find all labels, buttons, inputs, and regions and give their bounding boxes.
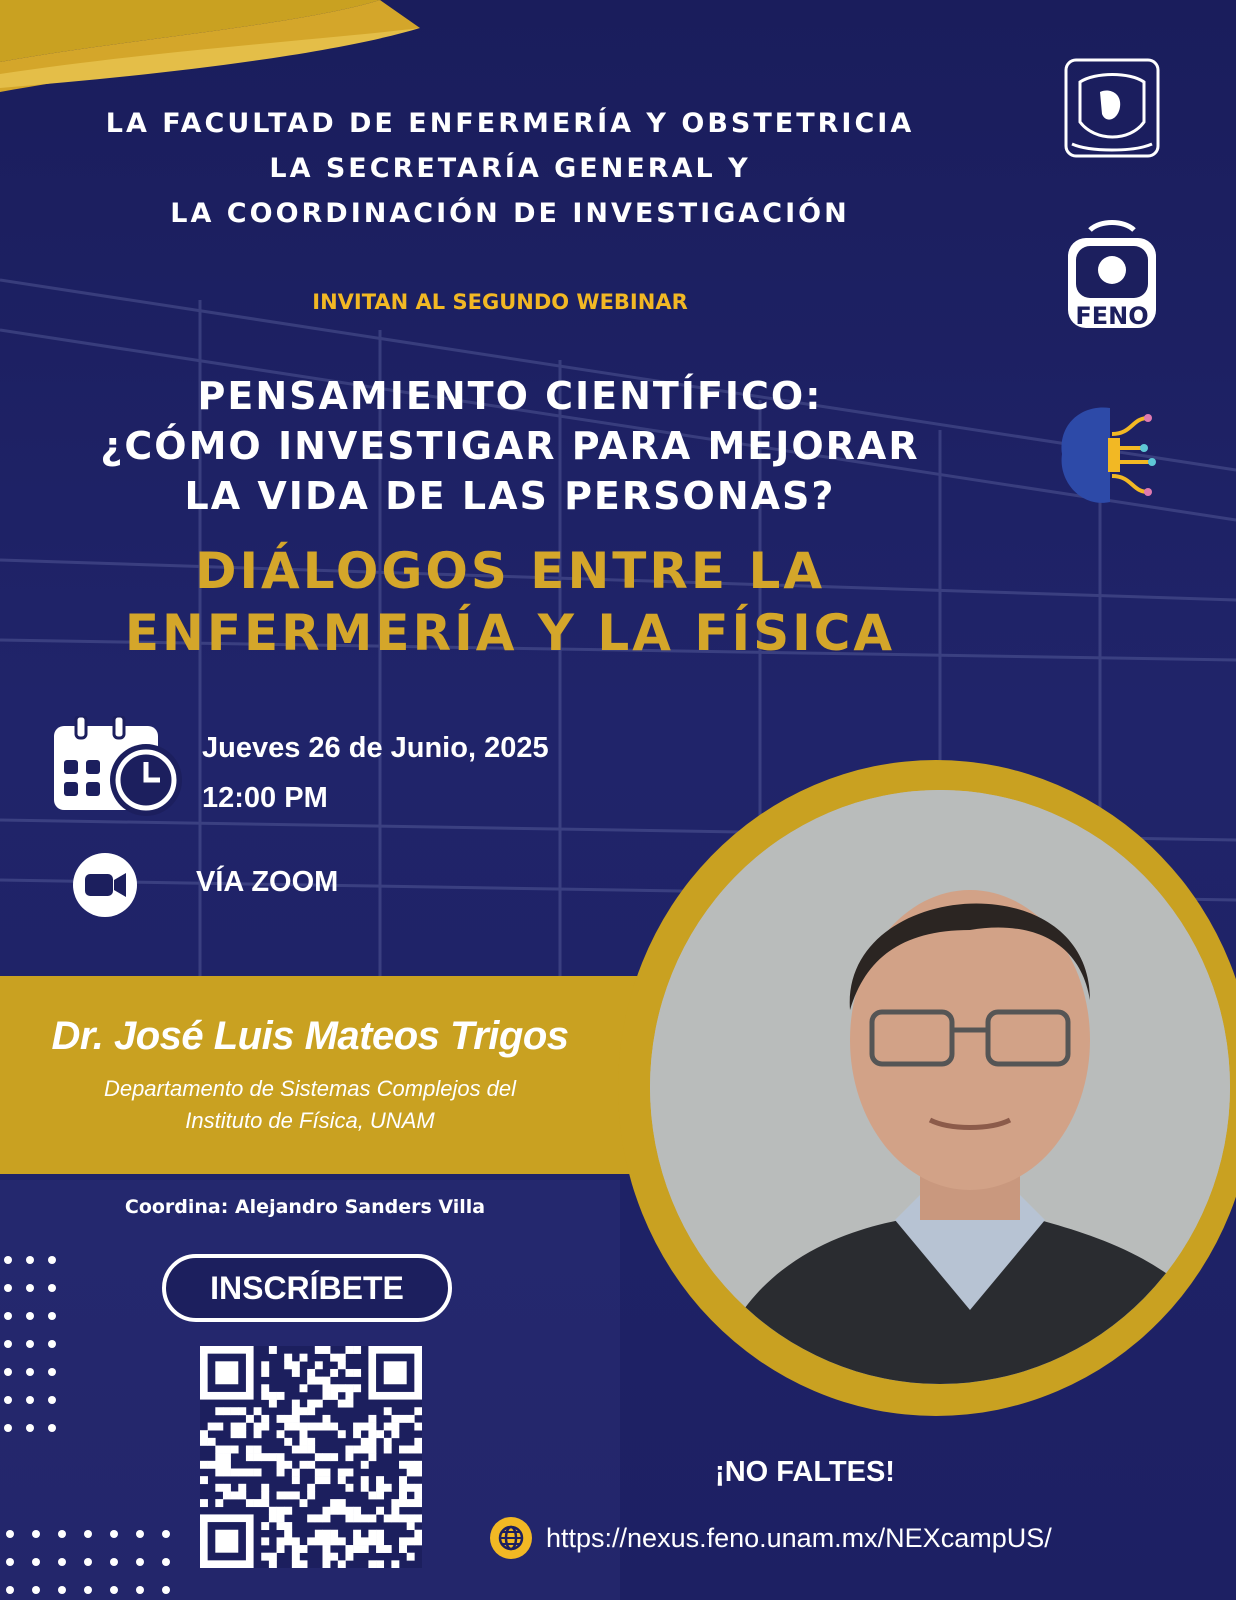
- speaker-portrait: [650, 790, 1230, 1384]
- header-line-2: LA SECRETARÍA GENERAL Y: [269, 153, 751, 184]
- coordinator-text: Coordina: Alejandro Sanders Villa: [124, 1196, 486, 1218]
- calendar-clock-icon: [52, 716, 182, 816]
- speaker-name: Dr. José Luis Mateos Trigos: [51, 1014, 569, 1058]
- unam-seal-icon: [1060, 52, 1164, 164]
- qr-code[interactable]: [200, 1346, 422, 1568]
- svg-text:FENO: FENO: [1075, 302, 1149, 330]
- url-row[interactable]: [490, 1514, 1052, 1562]
- speaker-photo: [650, 790, 1230, 1384]
- invite-text: INVITAN AL SEGUNDO WEBINAR: [312, 290, 688, 314]
- gold-swoosh: [0, 0, 600, 100]
- title-line-1: PENSAMIENTO CIENTÍFICO:: [197, 374, 823, 418]
- website-link[interactable]: https://nexus.feno.unam.mx/NEXcampUS/: [546, 1522, 1052, 1553]
- feno-logo: [1060, 218, 1164, 336]
- title-line-2: ¿CÓMO INVESTIGAR PARA MEJORAR: [100, 424, 920, 468]
- subtitle-line-1: DIÁLOGOS ENTRE LA: [194, 542, 826, 600]
- event-date: Jueves 26 de Junio, 2025: [202, 732, 549, 764]
- speaker-dept-line-1: Departamento de Sistemas Complejos del: [103, 1076, 517, 1101]
- event-time: 12:00 PM: [202, 782, 328, 814]
- header-line-3: LA COORDINACIÓN DE INVESTIGACIÓN: [170, 198, 850, 229]
- brain-circuit-icon: [1052, 398, 1168, 514]
- header-line-1: LA FACULTAD DE ENFERMERÍA Y OBSTETRICIA: [105, 108, 915, 139]
- dot-grid-left: [0, 1252, 70, 1432]
- no-faltes-text: ¡NO FALTES!: [715, 1456, 895, 1488]
- subtitle-line-2: ENFERMERÍA Y LA FÍSICA: [124, 604, 896, 662]
- globe-icon: [490, 1517, 532, 1559]
- speaker-band: [0, 976, 700, 1174]
- event-platform: VÍA ZOOM: [196, 866, 339, 898]
- title-line-3: LA VIDA DE LAS PERSONAS?: [184, 474, 836, 518]
- register-button[interactable]: INSCRÍBETE: [162, 1254, 452, 1322]
- speaker-dept-line-2: Instituto de Física, UNAM: [185, 1108, 435, 1133]
- dot-grid-bottom: [0, 1524, 180, 1600]
- zoom-camera-icon: [72, 852, 138, 918]
